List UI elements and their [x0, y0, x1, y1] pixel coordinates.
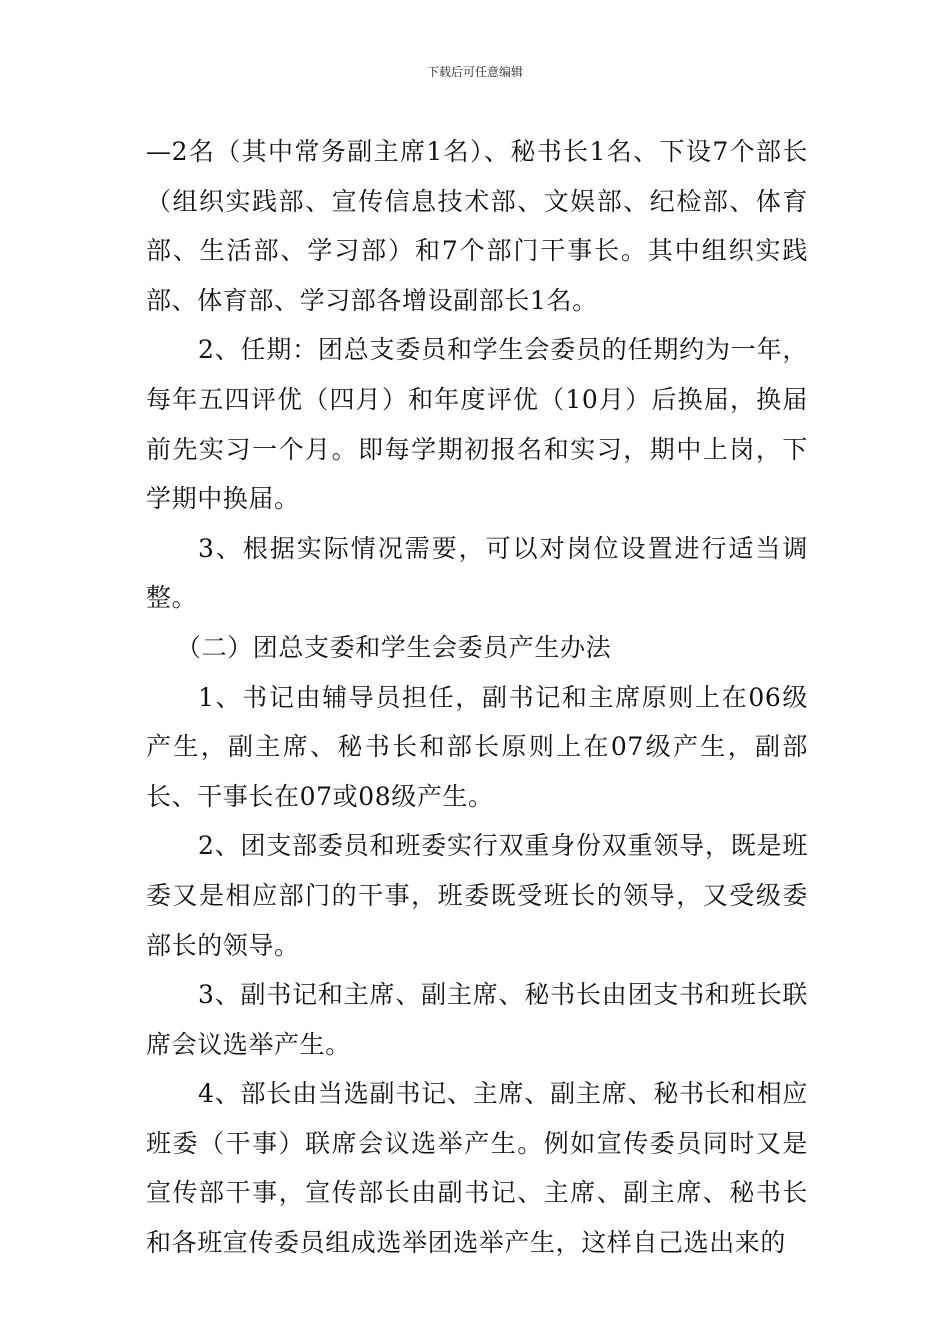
paragraph-joint-meeting-election: 3、副书记和主席、副主席、秘书长由团支书和班长联席会议选举产生。 — [146, 980, 808, 1059]
section-heading-election-method: （二）团总支委和学生会委员产生办法 — [176, 632, 612, 662]
paragraph-minister-election: 4、部长由当选副书记、主席、副主席、秘书长和相应班委（干事）联席会议选举产生。例如宣传委员同时又是宣传部干事，宣传部长由副书记、主席、副主席、秘书长和各班宣传委员组成选举团选举产生，这样自己选出来的 — [146, 1079, 808, 1258]
paragraph-positions-continued: —2名（其中常务副主席1名）、秘书长1名、下设7个部长（组织实践部、宣传信息技术部、文娱部、纪检部、体育部、生活部、学习部）和7个部门干事长。其中组织实践部、体育部、学习部各增设副部长1名。 — [146, 137, 808, 315]
paragraph-secretary-and-chair: 1、书记由辅导员担任，副书记和主席原则上在06级产生，副主席、秘书长和部长原则上在07级产生，副部长、干事长在07或08级产生。 — [146, 682, 808, 811]
page-header-note: 下载后可任意编辑 — [426, 65, 523, 79]
paragraph-dual-role: 2、团支部委员和班委实行双重身份双重领导，既是班委又是相应部门的干事，班委既受班长的领导，又受级委部长的领导。 — [146, 831, 808, 960]
paragraph-term-of-office: 2、任期：团总支委员和学生会委员的任期约为一年，每年五四评优（四月）和年度评优（10月）后换届，换届前先实习一个月。即每学期初报名和实习，期中上岗，下学期中换届。 — [146, 335, 808, 514]
document-body — [146, 127, 808, 1268]
paragraph-position-adjustment: 3、根据实际情况需要，可以对岗位设置进行适当调整。 — [146, 533, 808, 613]
